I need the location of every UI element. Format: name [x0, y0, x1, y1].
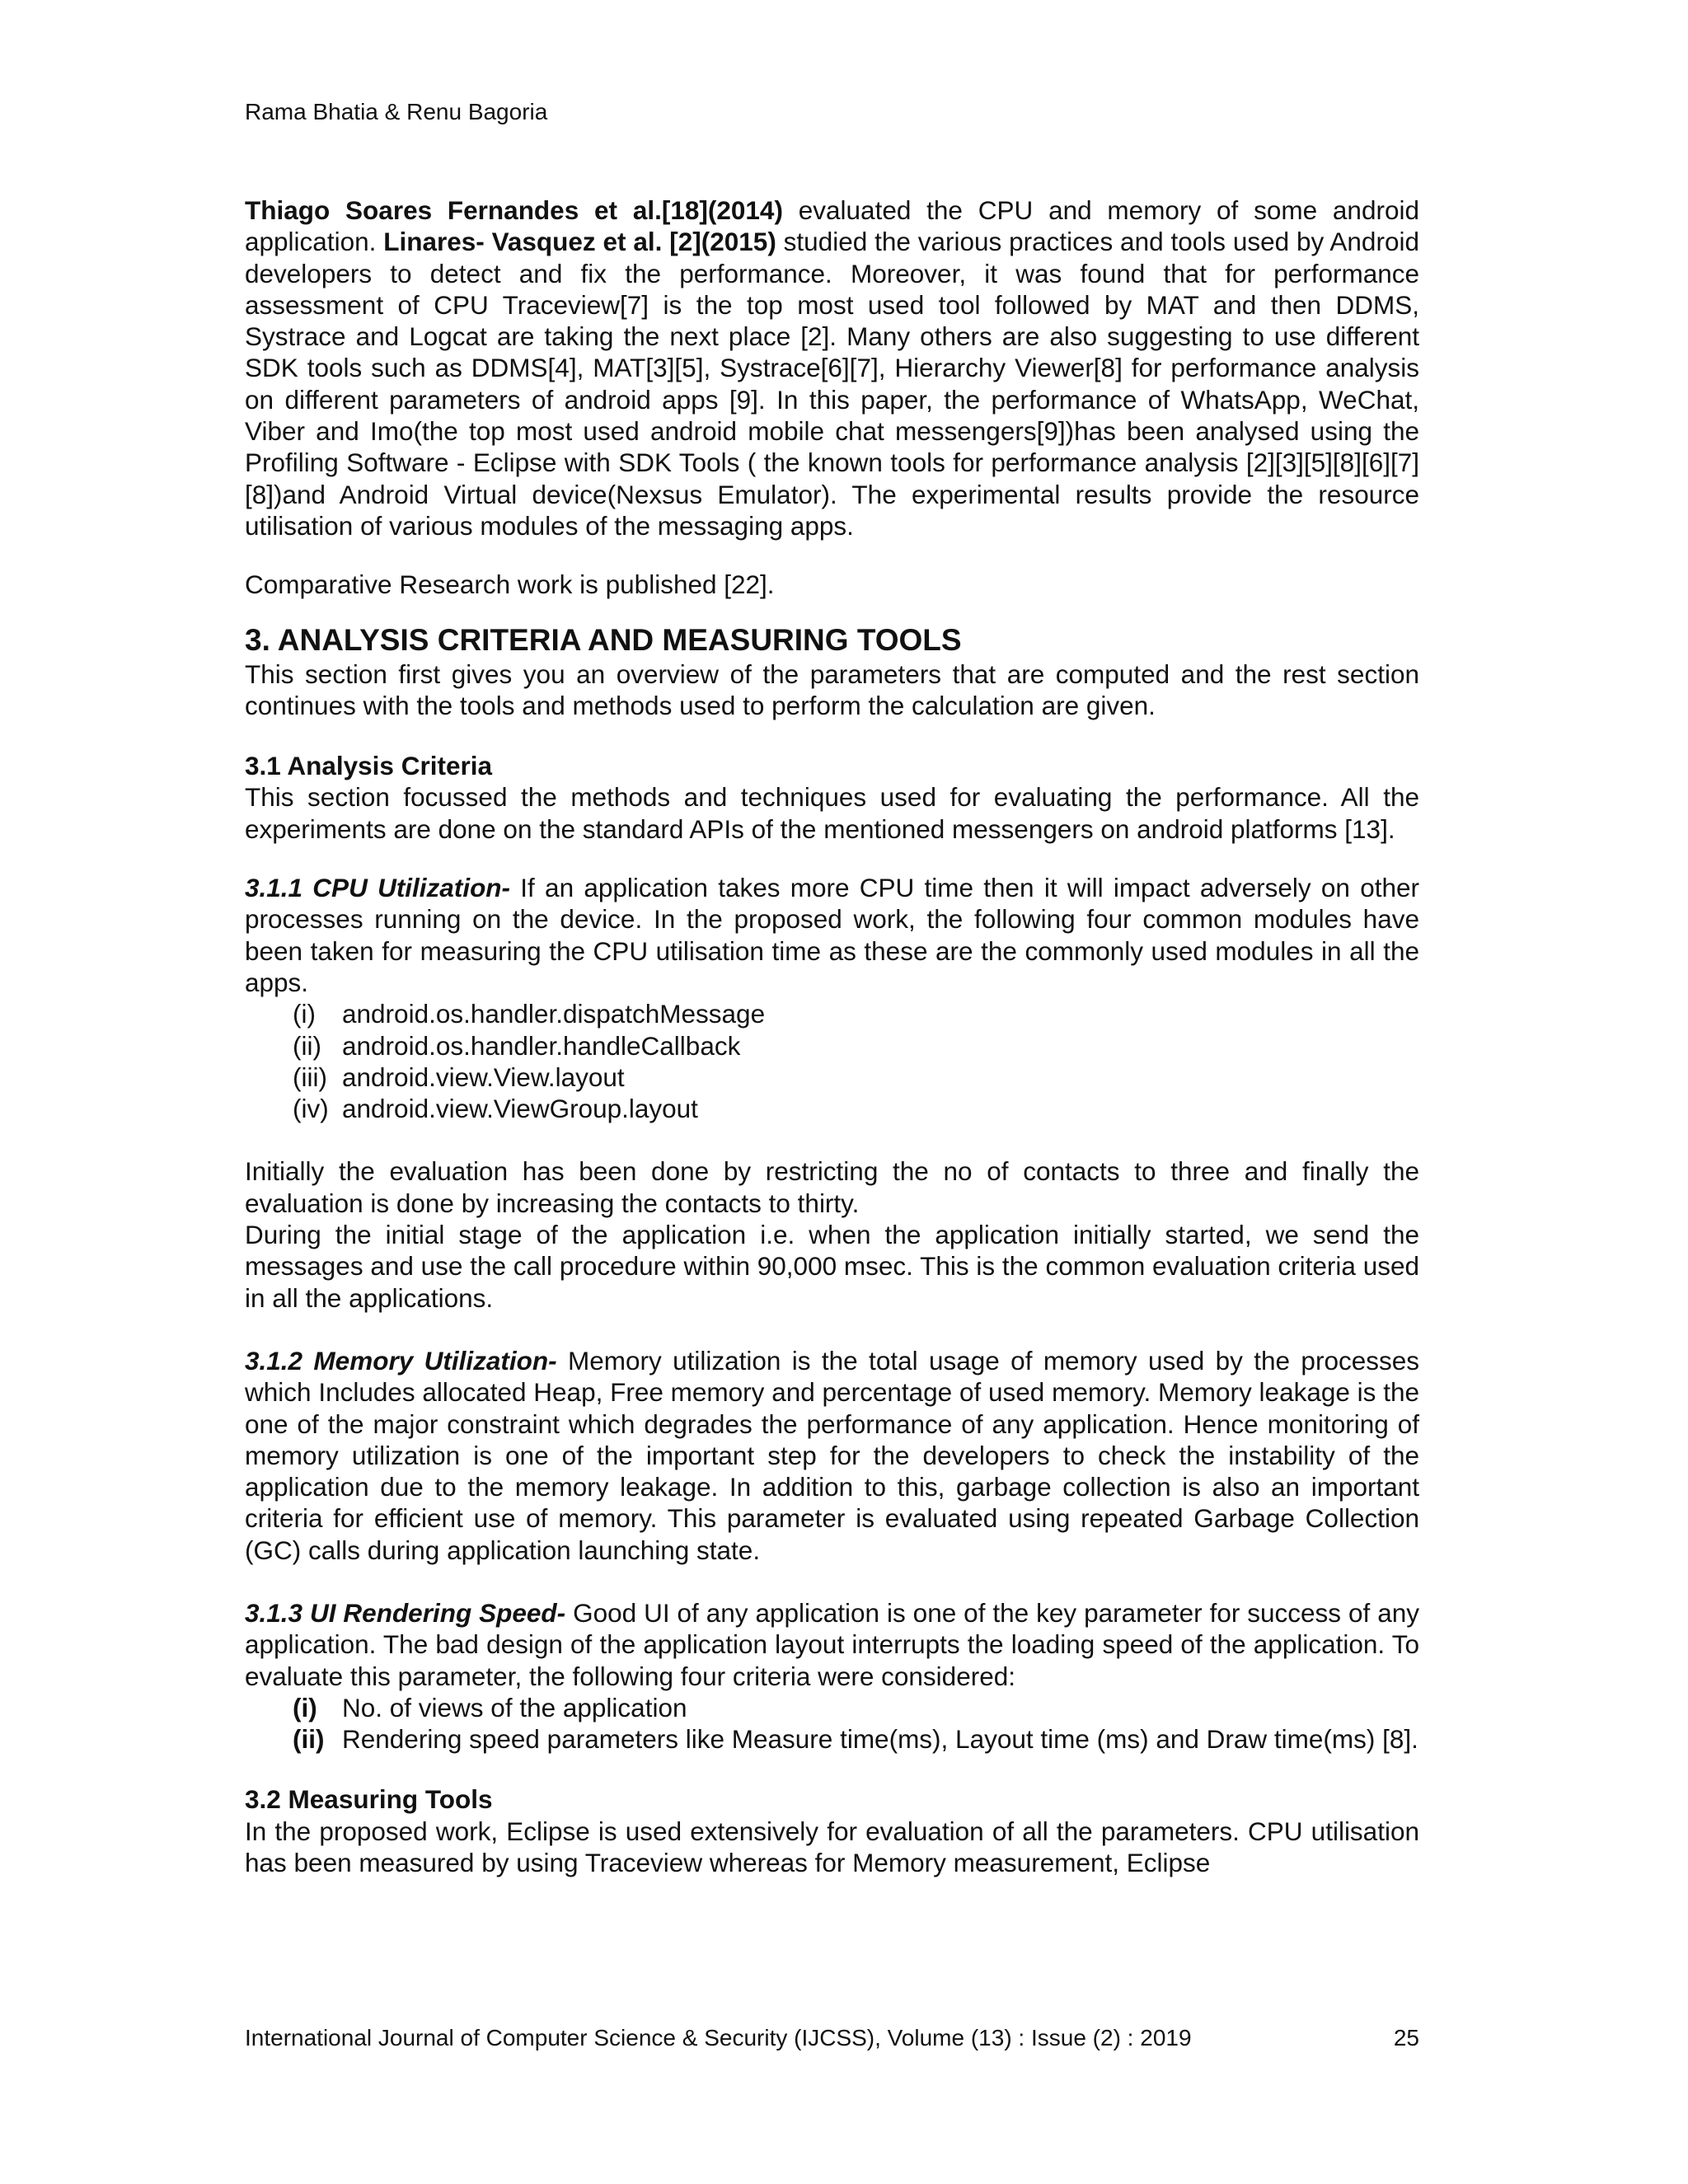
- journal-citation: International Journal of Computer Science & Security (IJCSS), Volume (13) : Issue (2) : 2019: [245, 2025, 1192, 2050]
- section-3-1-3-paragraph: [245, 1597, 1419, 1692]
- section-3-1-2-title: 3.1.2 Memory Utilization-: [245, 1345, 557, 1376]
- list-item-number: (i): [293, 1692, 317, 1722]
- citation-fernandes: Thiago Soares Fernandes et al.[18](2014): [245, 195, 783, 225]
- list-item-text: android.os.handler.dispatchMessage: [342, 999, 766, 1029]
- citation-linares-vasquez: Linares- Vasquez et al. [2](2015): [383, 227, 776, 257]
- list-item: [245, 1030, 1419, 1062]
- list-item-text: No. of views of the application: [342, 1692, 687, 1722]
- page-footer: [245, 2023, 1419, 2053]
- list-item-number: (ii): [293, 1724, 325, 1755]
- cpu-modules-list: [245, 998, 1419, 1124]
- list-item-number: (i): [293, 999, 316, 1029]
- main-content: [245, 194, 1419, 1878]
- evaluation-procedure-paragraph: During the initial stage of the application i.e. when the application initially started, we send the messages and use the call procedure within 90,000 msec. This is the common evaluation criteria used in all the applications.: [245, 1220, 1419, 1313]
- evaluation-contacts-paragraph: Initially the evaluation has been done by restricting the no of contacts to three and finally the evaluation is done by increasing the contacts to thirty.: [245, 1156, 1419, 1218]
- list-item: [245, 1692, 1419, 1723]
- list-item-number: (iv): [293, 1094, 329, 1124]
- list-item-number: (iii): [293, 1062, 327, 1092]
- comparative-research-note: Comparative Research work is published [22].: [245, 569, 775, 600]
- list-item-text: android.os.handler.handleCallback: [342, 1030, 741, 1061]
- section-3-1-1-text: If an application takes more CPU time then it will impact adversely on other processes running on the device. In the proposed work, the following four common modules have been taken for measuring the CPU utilisation time as these are the commonly used modules in all the apps.: [245, 873, 1419, 997]
- section-3-1-heading: 3.1 Analysis Criteria: [245, 751, 492, 781]
- section-3-1-3-title: 3.1.3 UI Rendering Speed-: [245, 1597, 566, 1628]
- section-3-1-2-text: Memory utilization is the total usage of memory used by the processes which Includes allocated Heap, Free memory and percentage of used memory. Memory leakage is the one of the major constraint which degrades the performance of any application. Hence monitoring of memory utilization is one of the important step for the developers to check the instability of the application due to the memory leakage. In addition to this, garbage collection is also an important criteria for efficient use of memory. This parameter is evaluated using repeated Garbage Collection (GC) calls during application launching state.: [245, 1345, 1419, 1565]
- list-item: [245, 998, 1419, 1029]
- ui-criteria-list: [245, 1692, 1419, 1755]
- list-item-text: Rendering speed parameters like Measure time(ms), Layout time (ms) and Draw time(ms) [8].: [342, 1724, 1418, 1755]
- section-3-intro: This section first gives you an overview of the parameters that are computed and the rest section continues with the tools and methods used to perform the calculation are given.: [245, 658, 1419, 720]
- intro-text-2: studied the various practices and tools used by Android developers to detect and fix the performance. Moreover, it was found that for performance assessment of CPU Traceview[7] is the top most used tool followed by MAT and then DDMS, Systrace and Logcat are taking the next place [2]. Many others are also suggesting to use different SDK tools such as DDMS[4], MAT[3][5], Systrace[6][7], Hierarchy Viewer[8] for performance analysis on different parameters of android apps [9]. In this paper, the performance of WhatsApp, WeChat, Viber and Imo(the top most used android mobile chat messengers[9])has been analysed using the Profiling Software - Eclipse with SDK Tools ( the known tools for performance analysis [2][3][5][8][6][7][8])and Android Virtual device(Nexsus Emulator). The experimental results provide the resource utilisation of various modules of the messaging apps.: [245, 227, 1419, 541]
- list-item: [245, 1062, 1419, 1093]
- list-item: [245, 1093, 1419, 1124]
- section-3-1-1-paragraph: [245, 872, 1419, 998]
- list-item-text: android.view.View.layout: [342, 1062, 625, 1092]
- intro-paragraph: [245, 194, 1419, 541]
- list-item-text: android.view.ViewGroup.layout: [342, 1094, 698, 1124]
- running-header-authors: Rama Bhatia & Renu Bagoria: [245, 99, 548, 124]
- section-3-1-3-text: Good UI of any application is one of the key parameter for success of any application. The bad design of the application layout interrupts the loading speed of the application. To evaluate this parameter, the following four criteria were considered:: [245, 1597, 1419, 1691]
- section-3-heading: 3. ANALYSIS CRITERIA AND MEASURING TOOLS: [245, 622, 962, 657]
- list-item-number: (ii): [293, 1030, 321, 1061]
- section-3-1-text: This section focussed the methods and techniques used for evaluating the performance. All the experiments are done on the standard APIs of the mentioned messengers on android platforms [13].: [245, 782, 1419, 844]
- section-3-2-heading: 3.2 Measuring Tools: [245, 1784, 493, 1815]
- page-number: 25: [1393, 2025, 1419, 2050]
- section-3-1-2-paragraph: [245, 1345, 1419, 1566]
- section-3-1-1-title: 3.1.1 CPU Utilization-: [245, 873, 511, 903]
- intro-text-1: evaluated the CPU and memory of some android application.: [245, 195, 1419, 257]
- section-3-2-text: In the proposed work, Eclipse is used extensively for evaluation of all the parameters. CPU utilisation has been measured by using Traceview whereas for Memory measurement, Eclipse: [245, 1816, 1419, 1878]
- list-item: [245, 1723, 1419, 1755]
